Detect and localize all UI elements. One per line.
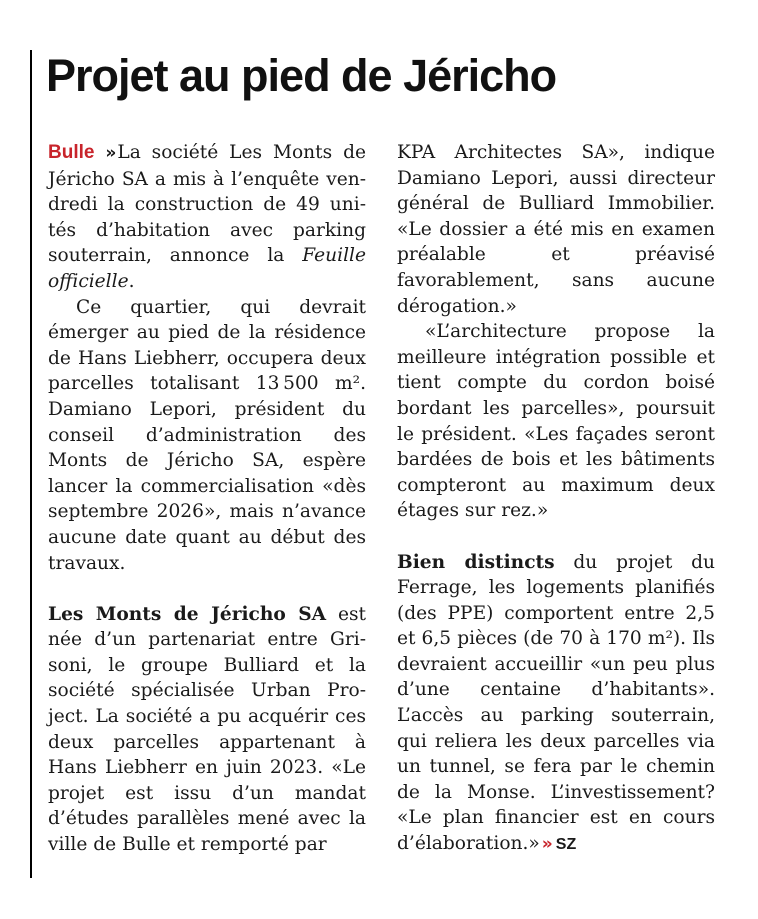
article-column-left xyxy=(48,140,366,858)
headline: Projet au pied de Jéricho xyxy=(46,50,557,101)
lead-arrows: » xyxy=(105,143,114,163)
paragraph-3 xyxy=(48,602,366,858)
paragraph-lead xyxy=(48,140,366,295)
paragraph-3-continued: KPA Architectes SA», indique Damiano Lepori, aussi directeur général de Bulliard Immobilier. «Le dossier a été mis en examen préalable et préavisé favorablement, sans aucune dérogation.» xyxy=(397,142,715,317)
paragraph-1-text: La société Les Monts de Jéricho SA a mis à l’enquête vendredi la construction de 49 unités d’habitation avec parking souterrain, annonce la xyxy=(48,142,366,267)
paragraph-1-end: . xyxy=(128,270,135,292)
paragraph-5 xyxy=(397,550,715,858)
subhead-monts-de-jericho: Les Monts de Jéricho SA xyxy=(48,603,327,625)
paragraph-2: Ce quartier, qui devrait émerger au pied de la résidence de Hans Liebherr, occupera deux parcelles totalisant 13 500 m². Damiano Lepori, président du conseil d’administration des Monts de Jéricho SA, espère lancer la commercialisation «dès septembre 2026», mais n’avance aucune date quant au début des travaux. xyxy=(48,296,366,574)
left-column-rule xyxy=(30,50,32,878)
end-arrows: » xyxy=(541,834,550,855)
source-feuille-officielle: Feuille officielle xyxy=(48,245,366,292)
article-column-right xyxy=(397,140,715,858)
paragraph-4: «L’architecture propose la meilleure intégration possible et tient compte du cordon boisé bordant les parcelles», poursuit le président. «Les façades seront bardées de bois et les bâtiments compteront au maximum deux étages sur rez.» xyxy=(397,321,715,522)
paragraph-5-text: du projet du Ferrage, les logements planifiés (des PPE) comportent entre 2,5 et 6,5 pièces (de 70 à 170 m²). Ils devraient accueillir «un peu plus d’une centaine d’habitants». L’accès au parking souterrain, qui reliera les deux parcelles via un tunnel, se fera par le chemin de la Monse. L’investissement? «Le plan financier est en cours d’élaboration.» xyxy=(397,551,716,855)
paragraph-3-text-a: est née d’un partenariat entre Grisoni, le groupe Bulliard et la société spécialisée Urban Project. La société a pu acquérir ces deux parcelles appartenant à Hans Liebherr en juin 2023. «Le projet est issu d’un mandat d’études parallèles mené avec la ville de Bulle et remporté par xyxy=(48,603,366,856)
subhead-bien-distincts: Bien distincts xyxy=(397,551,555,573)
author-signature: SZ xyxy=(555,836,577,854)
lead-place: Bulle xyxy=(48,142,95,163)
